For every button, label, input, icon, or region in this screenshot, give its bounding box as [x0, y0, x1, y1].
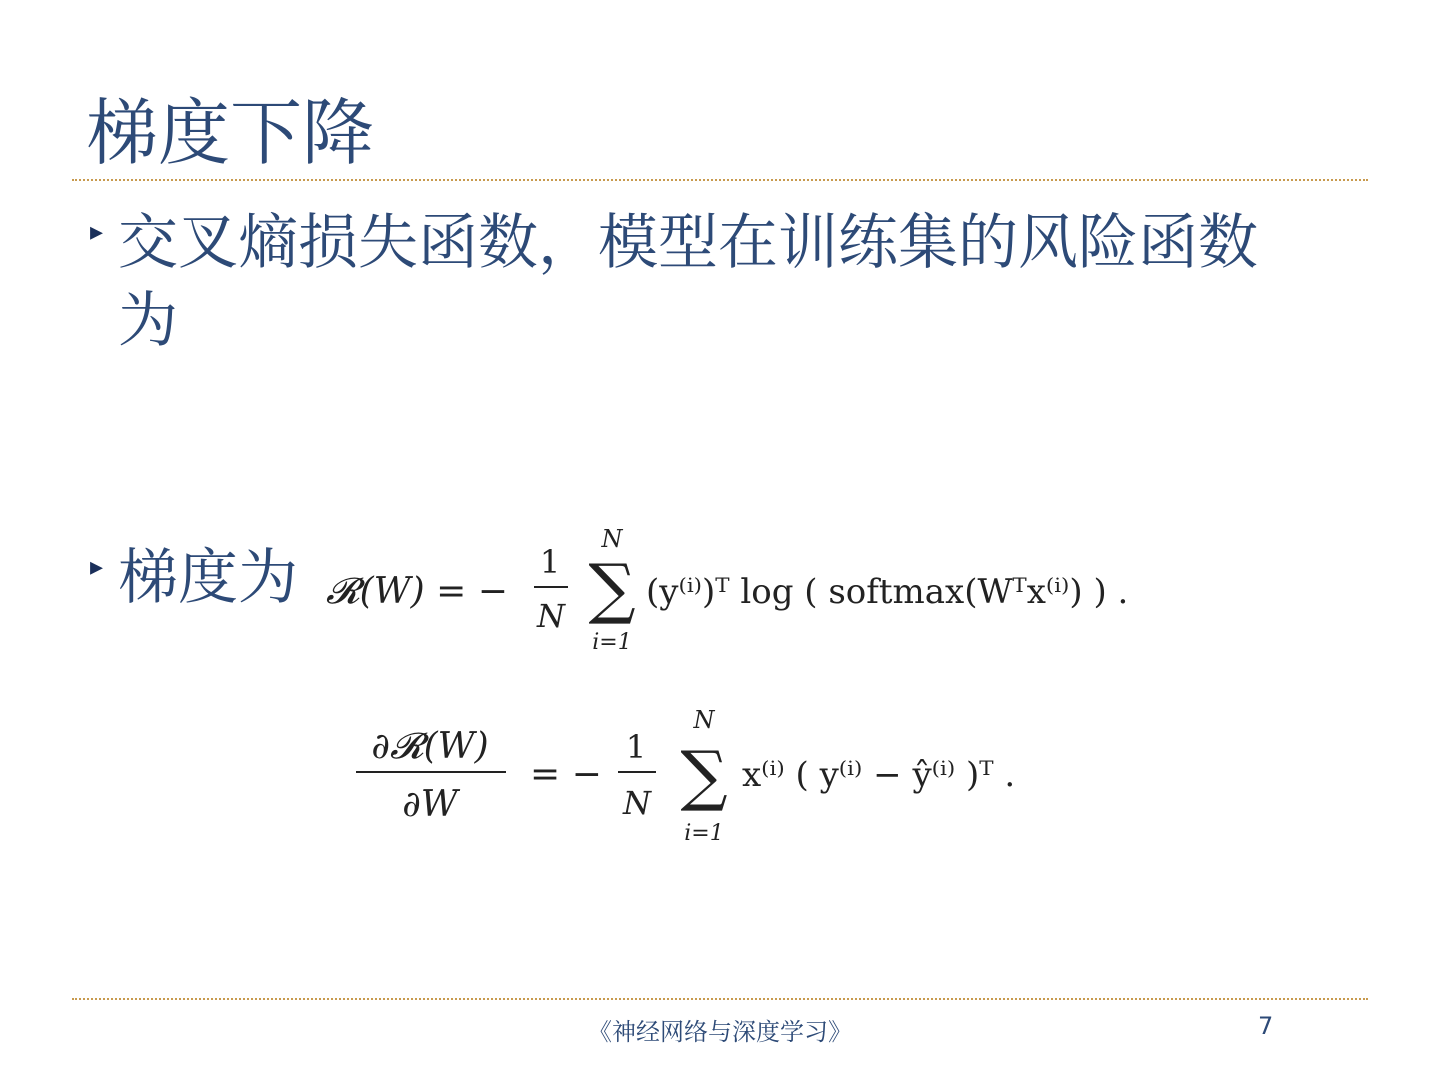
footer-divider — [72, 998, 1368, 1000]
bullet-marker-icon: ▸ — [90, 217, 104, 247]
derivative-numerator: ∂𝓡(W) — [371, 726, 489, 767]
page-number: 7 — [1258, 1012, 1274, 1040]
sum-upper-limit: N — [693, 706, 715, 734]
formula-equals: = − — [530, 754, 602, 795]
bullet-text: 梯度为 — [118, 543, 298, 613]
fraction-denominator: N — [537, 597, 565, 635]
sum-lower-limit: i=1 — [684, 821, 724, 846]
summation-icon: ∑ — [680, 737, 728, 814]
slide-title: 梯度下降 — [86, 91, 375, 175]
derivative-denominator: ∂W — [402, 784, 458, 825]
fraction-numerator: 1 — [539, 543, 561, 581]
summation-icon: ∑ — [588, 550, 636, 627]
fraction-numerator: 1 — [625, 728, 647, 766]
bullet-item-cross-entropy — [90, 205, 1350, 365]
bullet-text-line2: 为 — [118, 286, 178, 356]
risk-function-formula — [318, 515, 1218, 665]
formula-body: x⁽ⁱ⁾ ( y⁽ⁱ⁾ − ŷ⁽ⁱ⁾ )ᵀ . — [742, 755, 1016, 795]
title-divider — [72, 179, 1368, 181]
formula-lhs: 𝓡(W) = − — [326, 571, 508, 612]
bullet-text-line1: 交叉熵损失函数，模型在训练集的风险函数 — [118, 208, 1258, 278]
bullet-marker-icon: ▸ — [90, 552, 104, 582]
formula-body: (y⁽ⁱ⁾)ᵀ log ( softmax(Wᵀx⁽ⁱ⁾) ) . — [646, 572, 1129, 612]
footer-book-title: 《神经网络与深度学习》 — [588, 1018, 852, 1046]
sum-lower-limit: i=1 — [592, 630, 632, 655]
sum-upper-limit: N — [601, 525, 623, 553]
gradient-formula — [350, 700, 1150, 860]
fraction-denominator: N — [623, 784, 651, 822]
